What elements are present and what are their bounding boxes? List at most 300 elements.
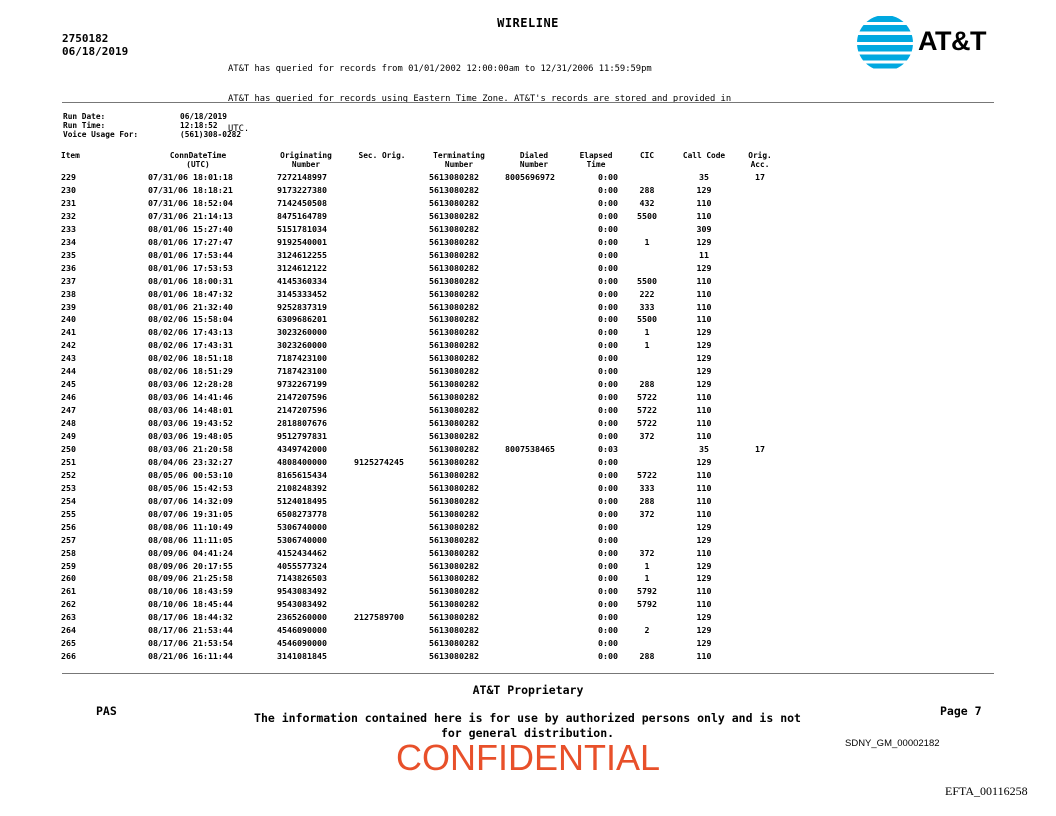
cell-call-code: 129 (696, 236, 712, 247)
table-row (0, 509, 1056, 522)
cell-elapsed: 0:00 (598, 625, 618, 636)
col-header-cic: CIC (639, 151, 655, 160)
table-row (0, 302, 1056, 315)
cell-item: 236 (61, 262, 76, 273)
pas-label: PAS (96, 704, 117, 718)
cell-conndatetime: 08/17/06 21:53:44 (148, 625, 233, 636)
cell-call-code: 129 (696, 456, 712, 467)
cell-elapsed: 0:00 (598, 638, 618, 649)
cell-conndatetime: 08/02/06 18:51:18 (148, 353, 233, 364)
document-title: WIRELINE (497, 16, 559, 30)
cell-terminating: 5613080282 (429, 651, 479, 662)
cell-originating: 7187423100 (277, 366, 327, 377)
cell-elapsed: 0:00 (598, 405, 618, 416)
cell-conndatetime: 08/01/06 17:53:44 (148, 249, 233, 260)
cell-terminating: 5613080282 (429, 638, 479, 649)
cell-elapsed: 0:00 (598, 249, 618, 260)
cell-elapsed: 0:00 (598, 469, 618, 480)
cell-terminating: 5613080282 (429, 431, 479, 441)
cell-originating: 2147207596 (277, 392, 327, 403)
cell-orig-acc: 17 (755, 172, 765, 182)
cell-originating: 7272148997 (277, 172, 327, 182)
cell-cic: 5792 (637, 599, 657, 610)
cell-cic: 288 (639, 379, 655, 390)
cell-elapsed: 0:00 (598, 184, 618, 195)
cell-cic: 1 (644, 340, 650, 351)
cell-elapsed: 0:00 (598, 418, 618, 429)
cell-originating: 7187423100 (277, 353, 327, 364)
cell-sec-orig: 2127589700 (354, 612, 404, 623)
cell-terminating: 5613080282 (429, 456, 479, 467)
table-row (0, 612, 1056, 625)
cell-elapsed: 0:00 (598, 366, 618, 377)
cell-call-code: 129 (696, 521, 712, 532)
cell-conndatetime: 08/02/06 17:43:31 (148, 340, 233, 351)
table-row (0, 548, 1056, 561)
cell-call-code: 129 (696, 379, 712, 390)
cell-conndatetime: 08/10/06 18:43:59 (148, 586, 233, 597)
cell-terminating: 5613080282 (429, 392, 479, 403)
cell-terminating: 5613080282 (429, 379, 479, 390)
cell-terminating: 5613080282 (429, 521, 479, 532)
table-row (0, 289, 1056, 302)
cell-item: 230 (61, 184, 76, 195)
cell-elapsed: 0:00 (598, 521, 618, 532)
cell-conndatetime: 08/05/06 00:53:10 (148, 469, 233, 480)
cell-call-code: 110 (696, 301, 712, 312)
table-row (0, 276, 1056, 289)
cell-call-code: 110 (696, 431, 712, 441)
cell-elapsed: 0:00 (598, 495, 618, 506)
cell-originating: 4546090000 (277, 638, 327, 649)
cell-elapsed: 0:00 (598, 651, 618, 662)
cell-call-code: 129 (696, 340, 712, 351)
cell-originating: 9543083492 (277, 599, 327, 610)
table-row (0, 250, 1056, 263)
cell-dialed: 8007538465 (505, 443, 555, 454)
distribution-notice: The information contained here is for use by authorized persons only and is not for general distribution. (254, 711, 801, 740)
cell-elapsed: 0:00 (598, 262, 618, 273)
cell-call-code: 110 (696, 314, 712, 325)
col-header-call-code: Call Code (682, 151, 726, 160)
cell-conndatetime: 08/09/06 21:25:58 (148, 573, 233, 584)
cell-item: 260 (61, 573, 76, 584)
cell-call-code: 110 (696, 418, 712, 429)
document-id-block (62, 32, 128, 58)
cell-call-code: 129 (696, 612, 712, 623)
cell-originating: 5306740000 (277, 534, 327, 545)
table-row (0, 444, 1056, 457)
cell-cic: 288 (639, 651, 655, 662)
cell-originating: 3023260000 (277, 327, 327, 338)
cell-item: 232 (61, 210, 76, 221)
cell-item: 241 (61, 327, 76, 338)
col-header-conndatetime: ConnDateTime (UTC) (169, 151, 227, 169)
cell-elapsed: 0:00 (598, 612, 618, 623)
cell-call-code: 35 (699, 443, 709, 454)
cell-call-code: 110 (696, 482, 712, 493)
cell-cic: 5722 (637, 469, 657, 480)
cell-item: 262 (61, 599, 76, 610)
cell-call-code: 129 (696, 327, 712, 338)
table-row (0, 353, 1056, 366)
cell-conndatetime: 08/01/06 18:00:31 (148, 275, 233, 286)
cell-cic: 5500 (637, 210, 657, 221)
cell-item: 265 (61, 638, 76, 649)
col-header-dialed: Dialed Number (519, 151, 549, 169)
table-row (0, 224, 1056, 237)
cell-cic: 372 (639, 547, 655, 558)
cell-conndatetime: 08/02/06 18:51:29 (148, 366, 233, 377)
cell-elapsed: 0:00 (598, 210, 618, 221)
cell-call-code: 309 (696, 223, 712, 234)
cell-terminating: 5613080282 (429, 262, 479, 273)
header-divider (62, 102, 994, 103)
page-number: Page 7 (940, 704, 982, 718)
cell-terminating: 5613080282 (429, 534, 479, 545)
cell-terminating: 5613080282 (429, 340, 479, 351)
cell-elapsed: 0:00 (598, 573, 618, 584)
cell-cic: 333 (639, 482, 655, 493)
run-time-label: Run Time: (63, 121, 106, 130)
cell-cic: 5500 (637, 314, 657, 325)
cell-call-code: 110 (696, 405, 712, 416)
cell-conndatetime: 07/31/06 18:18:21 (148, 184, 233, 195)
cell-item: 261 (61, 586, 76, 597)
cell-item: 249 (61, 431, 76, 441)
table-row (0, 457, 1056, 470)
cell-elapsed: 0:00 (598, 456, 618, 467)
table-row (0, 237, 1056, 250)
cell-originating: 3141081845 (277, 651, 327, 662)
cell-originating: 5124018495 (277, 495, 327, 506)
col-header-orig-acc: Orig. Acc. (748, 151, 772, 169)
table-row (0, 431, 1056, 444)
table-row (0, 496, 1056, 509)
cell-conndatetime: 08/21/06 16:11:44 (148, 651, 233, 662)
cell-conndatetime: 08/01/06 17:27:47 (148, 236, 233, 247)
cell-call-code: 110 (696, 599, 712, 610)
efta-number: EFTA_00116258 (945, 784, 1028, 798)
cell-elapsed: 0:00 (598, 586, 618, 597)
cell-item: 231 (61, 197, 76, 208)
cell-conndatetime: 08/08/06 11:11:05 (148, 534, 233, 545)
cell-originating: 8475164789 (277, 210, 327, 221)
cell-originating: 9732267199 (277, 379, 327, 390)
cell-call-code: 110 (696, 651, 712, 662)
cell-cic: 1 (644, 327, 650, 338)
cell-elapsed: 0:00 (598, 482, 618, 493)
cell-item: 257 (61, 534, 76, 545)
cell-cic: 5500 (637, 275, 657, 286)
col-header-originating: Originating Number (280, 151, 332, 169)
table-row (0, 327, 1056, 340)
cell-originating: 3023260000 (277, 340, 327, 351)
cell-originating: 2147207596 (277, 405, 327, 416)
cell-terminating: 5613080282 (429, 288, 479, 299)
cell-elapsed: 0:03 (598, 443, 618, 454)
cell-item: 240 (61, 314, 76, 325)
cell-cic: 2 (644, 625, 650, 636)
notice-line: AT&T has queried for records from 01/01/2002 12:00:00am to 12/31/2006 11:59:59pm (228, 64, 652, 74)
cell-terminating: 5613080282 (429, 353, 479, 364)
cell-item: 242 (61, 340, 76, 351)
cell-item: 234 (61, 236, 76, 247)
cell-cic: 5722 (637, 392, 657, 403)
cell-item: 258 (61, 547, 76, 558)
cell-originating: 5306740000 (277, 521, 327, 532)
cell-terminating: 5613080282 (429, 405, 479, 416)
cell-cic: 288 (639, 184, 655, 195)
proprietary-label: AT&T Proprietary (472, 683, 584, 697)
cell-elapsed: 0:00 (598, 379, 618, 390)
cell-dialed: 8005696972 (505, 172, 555, 182)
cell-originating: 9192540001 (277, 236, 327, 247)
cell-cic: 5792 (637, 586, 657, 597)
cell-terminating: 5613080282 (429, 599, 479, 610)
cell-call-code: 129 (696, 184, 712, 195)
cell-cic: 372 (639, 508, 655, 519)
cell-cic: 288 (639, 495, 655, 506)
table-row (0, 263, 1056, 276)
cell-originating: 2108248392 (277, 482, 327, 493)
cell-terminating: 5613080282 (429, 249, 479, 260)
cell-terminating: 5613080282 (429, 327, 479, 338)
cell-elapsed: 0:00 (598, 353, 618, 364)
cell-elapsed: 0:00 (598, 172, 618, 182)
cell-terminating: 5613080282 (429, 314, 479, 325)
cell-conndatetime: 08/01/06 17:53:53 (148, 262, 233, 273)
cell-item: 263 (61, 612, 76, 623)
cell-originating: 9252837319 (277, 301, 327, 312)
cell-call-code: 129 (696, 353, 712, 364)
cell-originating: 9543083492 (277, 586, 327, 597)
cell-call-code: 129 (696, 534, 712, 545)
run-time-value: 12:18:52 (180, 121, 218, 130)
table-row (0, 198, 1056, 211)
cell-conndatetime: 08/01/06 18:47:32 (148, 288, 233, 299)
cell-elapsed: 0:00 (598, 340, 618, 351)
cell-conndatetime: 08/07/06 14:32:09 (148, 495, 233, 506)
cell-call-code: 110 (696, 469, 712, 480)
document-number: 2750182 (62, 32, 109, 45)
bates-number: SDNY_GM_00002182 (845, 738, 940, 749)
att-logo-text: AT&T (918, 26, 986, 56)
table-row (0, 599, 1056, 612)
cell-originating: 9173227380 (277, 184, 327, 195)
cell-call-code: 110 (696, 508, 712, 519)
cell-conndatetime: 07/31/06 21:14:13 (148, 210, 233, 221)
table-row (0, 185, 1056, 198)
cell-elapsed: 0:00 (598, 288, 618, 299)
cell-originating: 2365260000 (277, 612, 327, 623)
cell-call-code: 129 (696, 262, 712, 273)
cell-originating: 6508273778 (277, 508, 327, 519)
cell-conndatetime: 08/03/06 14:48:01 (148, 405, 233, 416)
cell-elapsed: 0:00 (598, 508, 618, 519)
cell-item: 254 (61, 495, 76, 506)
table-row (0, 625, 1056, 638)
cell-terminating: 5613080282 (429, 172, 479, 182)
run-date-value: 06/18/2019 (180, 112, 227, 121)
cell-originating: 8165615434 (277, 469, 327, 480)
cell-terminating: 5613080282 (429, 301, 479, 312)
cell-call-code: 129 (696, 560, 712, 571)
cell-conndatetime: 08/01/06 15:27:40 (148, 223, 233, 234)
run-date-label: Run Date: (63, 112, 106, 121)
cell-item: 243 (61, 353, 76, 364)
cell-item: 252 (61, 469, 76, 480)
table-row (0, 483, 1056, 496)
col-header-item: Item (61, 151, 80, 160)
cell-cic: 432 (639, 197, 655, 208)
cell-call-code: 129 (696, 573, 712, 584)
cell-item: 255 (61, 508, 76, 519)
cell-cic: 1 (644, 573, 650, 584)
cell-terminating: 5613080282 (429, 547, 479, 558)
col-header-sec-orig: Sec. Orig. (358, 151, 406, 160)
table-row (0, 586, 1056, 599)
cell-elapsed: 0:00 (598, 223, 618, 234)
cell-elapsed: 0:00 (598, 599, 618, 610)
cell-terminating: 5613080282 (429, 275, 479, 286)
cell-originating: 4055577324 (277, 560, 327, 571)
cell-item: 229 (61, 172, 76, 182)
cell-item: 233 (61, 223, 76, 234)
cell-terminating: 5613080282 (429, 210, 479, 221)
table-row (0, 340, 1056, 353)
table-row (0, 535, 1056, 548)
cell-terminating: 5613080282 (429, 625, 479, 636)
cell-conndatetime: 08/10/06 18:45:44 (148, 599, 233, 610)
cell-elapsed: 0:00 (598, 534, 618, 545)
cell-originating: 7142450508 (277, 197, 327, 208)
cell-originating: 3145333452 (277, 288, 327, 299)
cell-elapsed: 0:00 (598, 547, 618, 558)
cell-elapsed: 0:00 (598, 392, 618, 403)
cell-conndatetime: 08/02/06 17:43:13 (148, 327, 233, 338)
footer-divider (62, 673, 994, 674)
cell-conndatetime: 08/03/06 21:20:58 (148, 443, 233, 454)
notice-line: AT&T has queried for records using Eastern Time Zone. AT&T's records are stored and provided in (228, 94, 732, 104)
cell-call-code: 129 (696, 638, 712, 649)
cell-originating: 7143826503 (277, 573, 327, 584)
table-row (0, 470, 1056, 483)
cell-terminating: 5613080282 (429, 469, 479, 480)
cell-originating: 9512797831 (277, 431, 327, 441)
voice-usage-value: (561)308-0282 (180, 130, 242, 139)
cell-call-code: 110 (696, 586, 712, 597)
cell-originating: 6309686201 (277, 314, 327, 325)
table-row (0, 392, 1056, 405)
table-row (0, 573, 1056, 586)
col-header-terminating: Terminating Number (433, 151, 485, 169)
cell-cic: 222 (639, 288, 655, 299)
cell-item: 237 (61, 275, 76, 286)
cell-originating: 5151781034 (277, 223, 327, 234)
cell-elapsed: 0:00 (598, 197, 618, 208)
cell-conndatetime: 08/03/06 19:48:05 (148, 431, 233, 441)
cell-terminating: 5613080282 (429, 560, 479, 571)
cell-sec-orig: 9125274245 (354, 456, 404, 467)
cell-originating: 4152434462 (277, 547, 327, 558)
cell-originating: 4349742000 (277, 443, 327, 454)
cell-call-code: 110 (696, 495, 712, 506)
cell-terminating: 5613080282 (429, 508, 479, 519)
cell-originating: 4808400000 (277, 456, 327, 467)
cell-originating: 2818807676 (277, 418, 327, 429)
cell-elapsed: 0:00 (598, 301, 618, 312)
table-row (0, 366, 1056, 379)
cell-conndatetime: 08/03/06 12:28:28 (148, 379, 233, 390)
cell-conndatetime: 08/01/06 21:32:40 (148, 301, 233, 312)
cell-terminating: 5613080282 (429, 223, 479, 234)
cell-originating: 4145360334 (277, 275, 327, 286)
cell-originating: 4546090000 (277, 625, 327, 636)
cell-terminating: 5613080282 (429, 586, 479, 597)
cell-item: 244 (61, 366, 76, 377)
table-row (0, 638, 1056, 651)
cell-item: 250 (61, 443, 76, 454)
cell-conndatetime: 08/17/06 21:53:54 (148, 638, 233, 649)
cell-call-code: 129 (696, 366, 712, 377)
cell-item: 239 (61, 301, 76, 312)
cell-conndatetime: 07/31/06 18:01:18 (148, 172, 233, 182)
table-row (0, 418, 1056, 431)
cell-terminating: 5613080282 (429, 236, 479, 247)
table-row (0, 211, 1056, 224)
cell-terminating: 5613080282 (429, 443, 479, 454)
cell-item: 253 (61, 482, 76, 493)
cell-call-code: 110 (696, 392, 712, 403)
cell-elapsed: 0:00 (598, 314, 618, 325)
cell-conndatetime: 08/09/06 20:17:55 (148, 560, 233, 571)
voice-usage-label: Voice Usage For: (63, 130, 139, 139)
run-metadata (63, 112, 241, 139)
confidential-stamp: CONFIDENTIAL (395, 737, 661, 778)
table-row (0, 522, 1056, 535)
cell-terminating: 5613080282 (429, 482, 479, 493)
cell-terminating: 5613080282 (429, 366, 479, 377)
notice-line: UTC. (228, 124, 250, 134)
cell-elapsed: 0:00 (598, 236, 618, 247)
cell-cic: 333 (639, 301, 655, 312)
cell-terminating: 5613080282 (429, 184, 479, 195)
cell-call-code: 11 (699, 249, 709, 260)
cell-call-code: 129 (696, 625, 712, 636)
cell-cic: 5722 (637, 405, 657, 416)
document-date: 06/18/2019 (62, 45, 129, 58)
cell-elapsed: 0:00 (598, 431, 618, 441)
cell-item: 256 (61, 521, 76, 532)
cell-elapsed: 0:00 (598, 560, 618, 571)
cell-item: 259 (61, 560, 76, 571)
cell-conndatetime: 08/04/06 23:32:27 (148, 456, 233, 467)
cell-orig-acc: 17 (755, 443, 765, 454)
table-row (0, 405, 1056, 418)
cell-conndatetime: 08/03/06 14:41:46 (148, 392, 233, 403)
cell-conndatetime: 08/05/06 15:42:53 (148, 482, 233, 493)
cell-item: 266 (61, 651, 76, 662)
cell-terminating: 5613080282 (429, 197, 479, 208)
cell-item: 248 (61, 418, 76, 429)
cell-call-code: 110 (696, 210, 712, 221)
cell-call-code: 35 (699, 172, 709, 182)
cell-conndatetime: 08/08/06 11:10:49 (148, 521, 233, 532)
cell-cic: 1 (644, 560, 650, 571)
cell-conndatetime: 08/02/06 15:58:04 (148, 314, 233, 325)
query-notice (228, 44, 838, 144)
